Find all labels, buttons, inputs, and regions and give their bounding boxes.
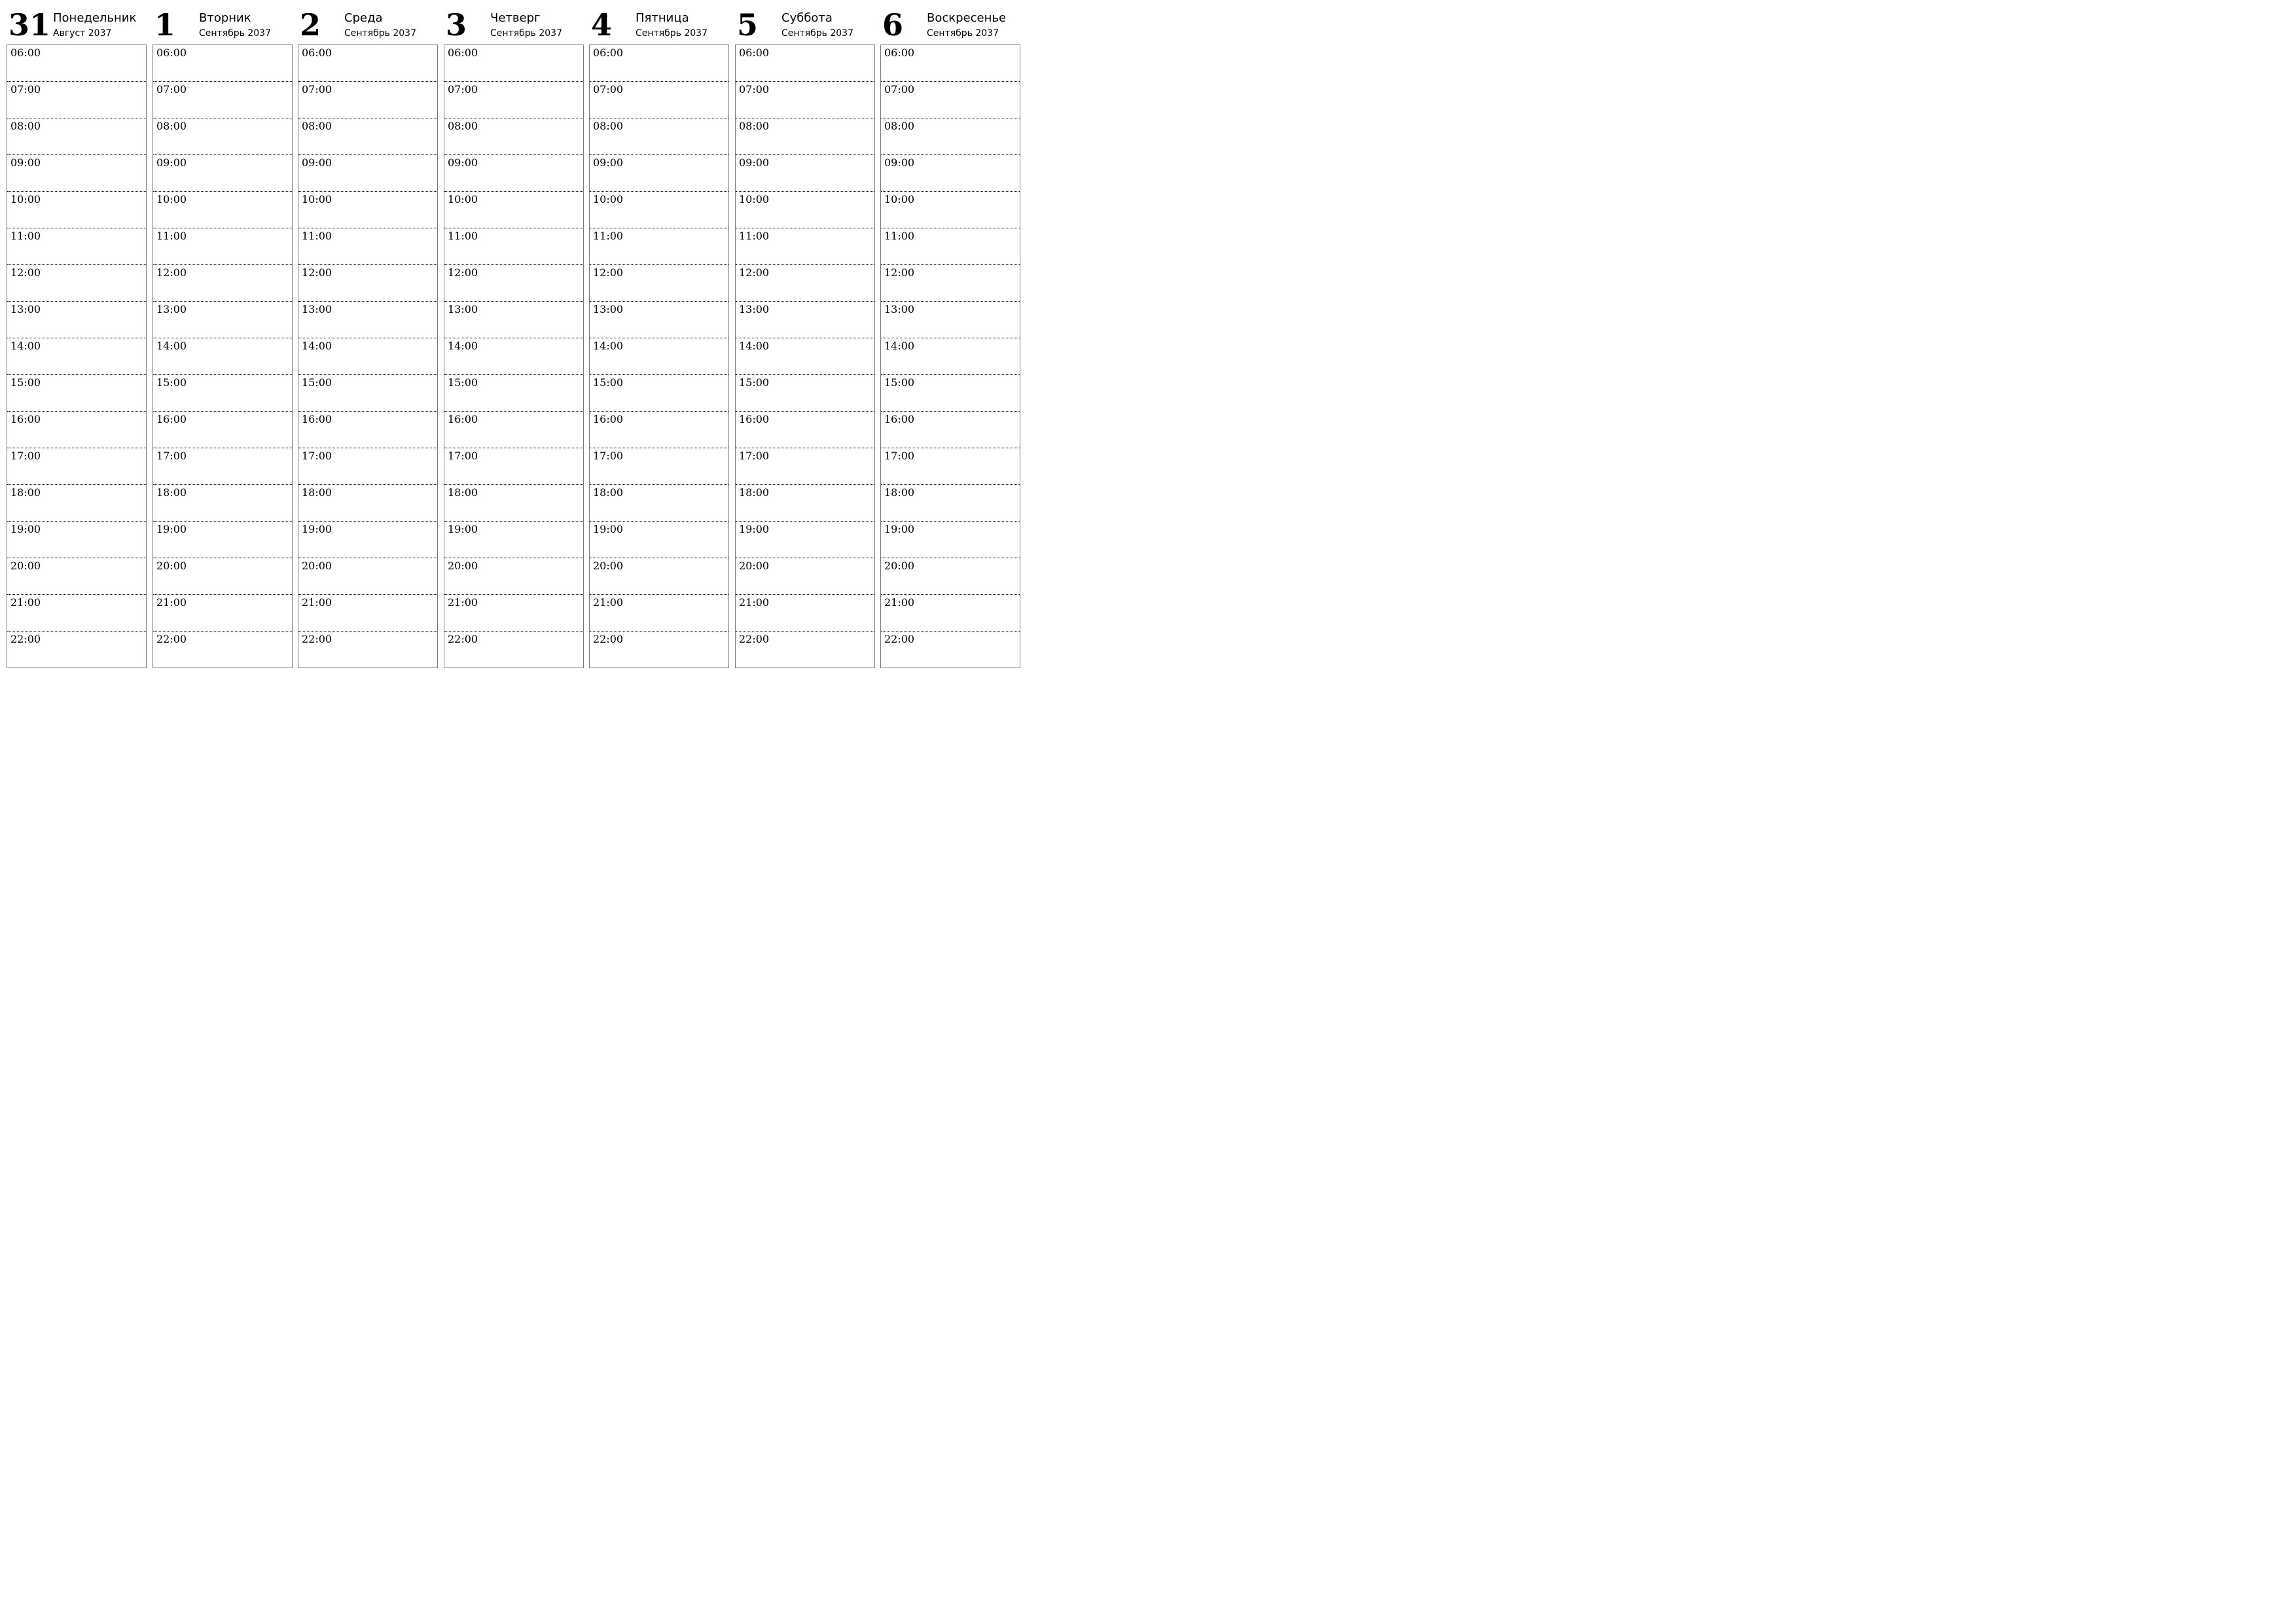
time-slot[interactable] [298, 45, 437, 82]
time-slot[interactable] [736, 485, 874, 522]
time-label: 10:00 [156, 193, 187, 205]
time-slot[interactable] [590, 375, 728, 412]
time-label: 21:00 [739, 596, 770, 609]
time-slot[interactable] [7, 118, 146, 155]
time-slot[interactable] [444, 558, 583, 595]
time-slot[interactable] [7, 82, 146, 118]
time-label: 13:00 [448, 303, 478, 315]
time-slot[interactable] [736, 265, 874, 302]
time-slot[interactable] [736, 522, 874, 558]
time-slot[interactable] [153, 522, 292, 558]
weekday-name: Понедельник [53, 11, 137, 25]
time-label: 22:00 [448, 633, 478, 645]
time-slot[interactable] [736, 632, 874, 668]
time-label: 08:00 [739, 120, 770, 132]
time-label: 08:00 [448, 120, 478, 132]
time-slot[interactable] [881, 82, 1020, 118]
time-slot[interactable] [444, 118, 583, 155]
time-label: 09:00 [739, 156, 770, 169]
time-slot[interactable] [7, 448, 146, 485]
time-slot[interactable] [153, 82, 292, 118]
day-header [7, 0, 147, 45]
time-label: 18:00 [156, 486, 187, 499]
time-label: 17:00 [884, 450, 915, 462]
time-slot[interactable] [298, 558, 437, 595]
time-label: 17:00 [593, 450, 624, 462]
time-label: 14:00 [10, 340, 41, 352]
day-schedule-box [298, 45, 438, 668]
time-label: 11:00 [448, 230, 478, 242]
time-slot[interactable] [153, 485, 292, 522]
time-label: 10:00 [739, 193, 770, 205]
time-slot[interactable] [736, 595, 874, 632]
time-slot[interactable] [590, 338, 728, 375]
time-slot[interactable] [298, 522, 437, 558]
time-label: 21:00 [884, 596, 915, 609]
time-slot[interactable] [153, 338, 292, 375]
time-slot[interactable] [590, 412, 728, 448]
time-label: 20:00 [10, 560, 41, 572]
day-number: 2 [300, 7, 321, 43]
time-label: 19:00 [448, 523, 478, 535]
time-label: 06:00 [884, 46, 915, 59]
weekday-name: Четверг [490, 11, 541, 25]
time-label: 19:00 [302, 523, 332, 535]
time-slot[interactable] [7, 375, 146, 412]
day-schedule-box [7, 45, 147, 668]
time-label: 19:00 [593, 523, 624, 535]
time-slot[interactable] [298, 448, 437, 485]
day-column [298, 0, 438, 645]
time-label: 14:00 [302, 340, 332, 352]
time-label: 13:00 [593, 303, 624, 315]
time-slot[interactable] [444, 265, 583, 302]
time-slot[interactable] [7, 302, 146, 338]
time-slot[interactable] [298, 82, 437, 118]
month-year: Сентябрь 2037 [344, 28, 416, 39]
time-slot[interactable] [153, 192, 292, 228]
time-slot[interactable] [7, 155, 146, 192]
time-slot[interactable] [590, 485, 728, 522]
time-label: 14:00 [156, 340, 187, 352]
time-label: 16:00 [884, 413, 915, 425]
time-label: 22:00 [739, 633, 770, 645]
time-label: 16:00 [448, 413, 478, 425]
time-slot[interactable] [444, 375, 583, 412]
time-label: 10:00 [593, 193, 624, 205]
time-slot[interactable] [444, 155, 583, 192]
time-slot[interactable] [881, 338, 1020, 375]
time-slot[interactable] [736, 412, 874, 448]
time-label: 06:00 [302, 46, 332, 59]
time-label: 22:00 [302, 633, 332, 645]
time-slot[interactable] [736, 228, 874, 265]
month-year: Сентябрь 2037 [490, 28, 562, 39]
time-slot[interactable] [590, 192, 728, 228]
time-slot[interactable] [7, 228, 146, 265]
time-slot[interactable] [7, 338, 146, 375]
time-label: 10:00 [884, 193, 915, 205]
time-label: 14:00 [884, 340, 915, 352]
time-slot[interactable] [153, 448, 292, 485]
day-column [7, 0, 147, 645]
time-label: 22:00 [156, 633, 187, 645]
time-slot[interactable] [881, 485, 1020, 522]
time-label: 20:00 [593, 560, 624, 572]
time-label: 18:00 [10, 486, 41, 499]
time-label: 18:00 [884, 486, 915, 499]
time-slot[interactable] [590, 558, 728, 595]
time-slot[interactable] [736, 338, 874, 375]
time-label: 15:00 [739, 376, 770, 389]
time-label: 21:00 [593, 596, 624, 609]
time-label: 11:00 [10, 230, 41, 242]
time-slot[interactable] [298, 375, 437, 412]
time-label: 07:00 [448, 83, 478, 96]
time-slot[interactable] [444, 45, 583, 82]
time-label: 18:00 [448, 486, 478, 499]
month-year: Сентябрь 2037 [636, 28, 708, 39]
time-label: 12:00 [884, 266, 915, 279]
time-slot[interactable] [7, 595, 146, 632]
weekday-name: Среда [344, 11, 383, 25]
time-slot[interactable] [881, 375, 1020, 412]
day-number: 5 [737, 7, 759, 43]
time-label: 20:00 [884, 560, 915, 572]
weekday-name: Пятница [636, 11, 689, 25]
time-slot[interactable] [153, 595, 292, 632]
day-header [735, 0, 875, 45]
time-label: 15:00 [302, 376, 332, 389]
time-label: 18:00 [302, 486, 332, 499]
time-slot[interactable] [444, 485, 583, 522]
time-label: 20:00 [448, 560, 478, 572]
time-label: 08:00 [593, 120, 624, 132]
time-slot[interactable] [444, 228, 583, 265]
time-label: 16:00 [593, 413, 624, 425]
time-label: 15:00 [593, 376, 624, 389]
time-label: 06:00 [593, 46, 624, 59]
time-label: 08:00 [302, 120, 332, 132]
time-slot[interactable] [444, 522, 583, 558]
time-label: 17:00 [302, 450, 332, 462]
time-slot[interactable] [298, 632, 437, 668]
month-year: Сентябрь 2037 [781, 28, 853, 39]
time-label: 15:00 [448, 376, 478, 389]
time-slot[interactable] [590, 82, 728, 118]
time-label: 10:00 [448, 193, 478, 205]
time-slot[interactable] [153, 155, 292, 192]
day-header [298, 0, 438, 45]
time-slot[interactable] [881, 632, 1020, 668]
day-column [152, 0, 293, 645]
time-slot[interactable] [153, 228, 292, 265]
time-slot[interactable] [881, 558, 1020, 595]
time-label: 06:00 [10, 46, 41, 59]
time-label: 08:00 [156, 120, 187, 132]
time-slot[interactable] [590, 302, 728, 338]
time-label: 21:00 [10, 596, 41, 609]
day-number: 31 [9, 7, 51, 43]
day-column [444, 0, 584, 645]
time-label: 11:00 [593, 230, 624, 242]
time-label: 22:00 [10, 633, 41, 645]
time-label: 09:00 [448, 156, 478, 169]
time-label: 22:00 [593, 633, 624, 645]
day-column [589, 0, 729, 645]
time-label: 09:00 [884, 156, 915, 169]
time-slot[interactable] [444, 338, 583, 375]
time-slot[interactable] [590, 118, 728, 155]
month-year: Сентябрь 2037 [199, 28, 271, 39]
day-number: 3 [446, 7, 467, 43]
time-label: 17:00 [156, 450, 187, 462]
time-slot[interactable] [298, 485, 437, 522]
time-label: 18:00 [739, 486, 770, 499]
time-slot[interactable] [444, 595, 583, 632]
month-year: Сентябрь 2037 [927, 28, 999, 39]
day-header [152, 0, 293, 45]
time-slot[interactable] [444, 412, 583, 448]
time-slot[interactable] [736, 155, 874, 192]
time-label: 20:00 [739, 560, 770, 572]
time-label: 19:00 [884, 523, 915, 535]
time-label: 11:00 [302, 230, 332, 242]
time-slot[interactable] [881, 448, 1020, 485]
time-slot[interactable] [153, 412, 292, 448]
time-slot[interactable] [298, 155, 437, 192]
time-label: 13:00 [884, 303, 915, 315]
time-slot[interactable] [153, 118, 292, 155]
time-slot[interactable] [736, 302, 874, 338]
time-slot[interactable] [590, 228, 728, 265]
day-column [880, 0, 1020, 645]
time-slot[interactable] [736, 448, 874, 485]
time-label: 07:00 [593, 83, 624, 96]
time-label: 16:00 [302, 413, 332, 425]
time-label: 19:00 [156, 523, 187, 535]
time-slot[interactable] [590, 595, 728, 632]
time-label: 06:00 [739, 46, 770, 59]
time-slot[interactable] [444, 632, 583, 668]
time-slot[interactable] [590, 448, 728, 485]
weekday-name: Вторник [199, 11, 251, 25]
time-label: 16:00 [10, 413, 41, 425]
time-slot[interactable] [736, 375, 874, 412]
time-slot[interactable] [298, 338, 437, 375]
time-label: 13:00 [10, 303, 41, 315]
day-number: 6 [882, 7, 904, 43]
time-label: 07:00 [10, 83, 41, 96]
time-slot[interactable] [881, 45, 1020, 82]
time-label: 20:00 [302, 560, 332, 572]
time-slot[interactable] [444, 448, 583, 485]
time-slot[interactable] [153, 45, 292, 82]
time-slot[interactable] [881, 265, 1020, 302]
time-slot[interactable] [7, 265, 146, 302]
time-slot[interactable] [590, 155, 728, 192]
time-label: 11:00 [156, 230, 187, 242]
time-label: 21:00 [302, 596, 332, 609]
time-slot[interactable] [590, 522, 728, 558]
time-slot[interactable] [736, 118, 874, 155]
time-slot[interactable] [298, 302, 437, 338]
time-label: 09:00 [156, 156, 187, 169]
time-label: 12:00 [593, 266, 624, 279]
time-label: 12:00 [448, 266, 478, 279]
day-schedule-box [589, 45, 729, 668]
time-slot[interactable] [881, 595, 1020, 632]
day-header [444, 0, 584, 45]
time-slot[interactable] [736, 558, 874, 595]
time-slot[interactable] [881, 522, 1020, 558]
time-label: 13:00 [302, 303, 332, 315]
time-slot[interactable] [590, 45, 728, 82]
time-label: 13:00 [156, 303, 187, 315]
time-slot[interactable] [7, 522, 146, 558]
time-label: 20:00 [156, 560, 187, 572]
time-slot[interactable] [298, 118, 437, 155]
time-slot[interactable] [736, 192, 874, 228]
time-slot[interactable] [7, 485, 146, 522]
time-slot[interactable] [153, 558, 292, 595]
time-slot[interactable] [881, 302, 1020, 338]
time-label: 19:00 [739, 523, 770, 535]
day-schedule-box [880, 45, 1020, 668]
time-slot[interactable] [298, 265, 437, 302]
day-schedule-box [735, 45, 875, 668]
day-number: 4 [591, 7, 613, 43]
time-label: 12:00 [156, 266, 187, 279]
time-label: 07:00 [739, 83, 770, 96]
time-slot[interactable] [298, 595, 437, 632]
time-slot[interactable] [881, 412, 1020, 448]
time-label: 08:00 [884, 120, 915, 132]
time-label: 15:00 [884, 376, 915, 389]
time-label: 09:00 [302, 156, 332, 169]
time-label: 13:00 [739, 303, 770, 315]
time-label: 17:00 [10, 450, 41, 462]
time-slot[interactable] [736, 45, 874, 82]
time-slot[interactable] [298, 228, 437, 265]
time-slot[interactable] [881, 155, 1020, 192]
time-slot[interactable] [7, 632, 146, 668]
time-label: 09:00 [10, 156, 41, 169]
day-header [880, 0, 1020, 45]
time-label: 09:00 [593, 156, 624, 169]
time-label: 14:00 [593, 340, 624, 352]
time-slot[interactable] [298, 412, 437, 448]
time-label: 12:00 [739, 266, 770, 279]
time-slot[interactable] [298, 192, 437, 228]
time-label: 12:00 [302, 266, 332, 279]
time-slot[interactable] [881, 118, 1020, 155]
time-label: 10:00 [302, 193, 332, 205]
month-year: Август 2037 [53, 28, 112, 39]
day-column [735, 0, 875, 645]
time-label: 07:00 [156, 83, 187, 96]
time-label: 14:00 [739, 340, 770, 352]
time-label: 07:00 [884, 83, 915, 96]
time-label: 22:00 [884, 633, 915, 645]
time-label: 10:00 [10, 193, 41, 205]
day-schedule-box [444, 45, 584, 668]
time-label: 07:00 [302, 83, 332, 96]
weekday-name: Воскресенье [927, 11, 1007, 25]
time-slot[interactable] [590, 265, 728, 302]
time-slot[interactable] [590, 632, 728, 668]
time-label: 17:00 [739, 450, 770, 462]
time-slot[interactable] [153, 302, 292, 338]
time-label: 12:00 [10, 266, 41, 279]
time-slot[interactable] [444, 192, 583, 228]
time-slot[interactable] [153, 265, 292, 302]
time-label: 14:00 [448, 340, 478, 352]
time-label: 11:00 [739, 230, 770, 242]
time-label: 06:00 [448, 46, 478, 59]
time-label: 16:00 [156, 413, 187, 425]
time-slot[interactable] [736, 82, 874, 118]
time-label: 21:00 [156, 596, 187, 609]
time-slot[interactable] [7, 192, 146, 228]
time-label: 16:00 [739, 413, 770, 425]
time-label: 08:00 [10, 120, 41, 132]
weekday-name: Суббота [781, 11, 833, 25]
time-label: 11:00 [884, 230, 915, 242]
time-slot[interactable] [444, 82, 583, 118]
time-slot[interactable] [881, 192, 1020, 228]
time-slot[interactable] [444, 302, 583, 338]
time-label: 17:00 [448, 450, 478, 462]
time-label: 06:00 [156, 46, 187, 59]
time-label: 15:00 [156, 376, 187, 389]
time-slot[interactable] [881, 228, 1020, 265]
time-slot[interactable] [153, 375, 292, 412]
time-label: 19:00 [10, 523, 41, 535]
day-number: 1 [154, 7, 176, 43]
time-slot[interactable] [153, 632, 292, 668]
time-label: 18:00 [593, 486, 624, 499]
day-header [589, 0, 729, 45]
time-label: 21:00 [448, 596, 478, 609]
time-label: 15:00 [10, 376, 41, 389]
time-slot[interactable] [7, 45, 146, 82]
time-slot[interactable] [7, 558, 146, 595]
day-schedule-box [152, 45, 293, 668]
time-slot[interactable] [7, 412, 146, 448]
